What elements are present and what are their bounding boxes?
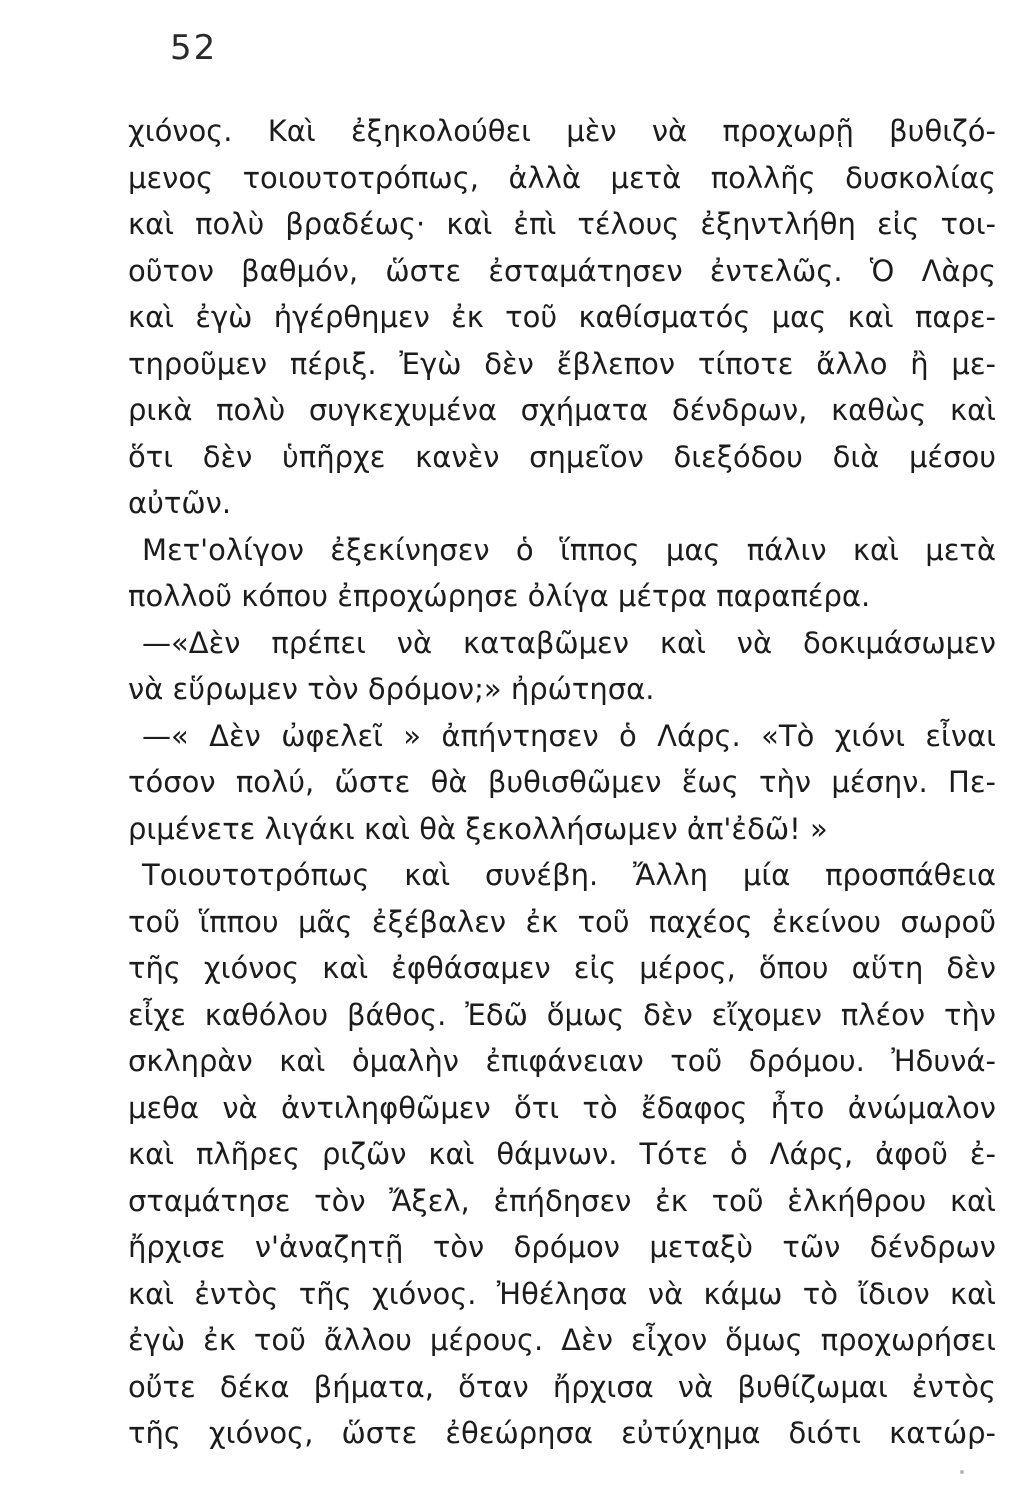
dialogue-line: τόσον πολύ, ὥστε θὰ βυθισθῶμεν ἕως τὴν μέσην. Πε- — [128, 765, 996, 799]
text-line: ρικὰ πολὺ συγκεχυμένα σχήματα δένδρων, καθὼς καὶ — [128, 393, 996, 427]
text-line: ὅτι δὲν ὑπῆρχε κανὲν σημεῖον διεξόδου διὰ μέσου — [128, 439, 996, 474]
text-line: μεθα νὰ ἀντιληφθῶμεν ὅτι τὸ ἔδαφος ἦτο ἀνώμαλον — [128, 1090, 996, 1125]
text-line: καὶ πλῆρες ριζῶν καὶ θάμνων. Τότε ὁ Λάρς, ἀφοῦ ἐ- — [128, 1137, 996, 1171]
text-line: σκληρὰν καὶ ὁμαλὴν ἐπιφάνειαν τοῦ δρόμου. Ἠδυνά- — [128, 1044, 996, 1078]
dialogue-line: —« Δὲν ὠφελεῖ » ἀπήντησεν ὁ Λάρς. «Τὸ χιόνι εἶναι — [142, 718, 996, 753]
text-line: αὐτῶν. — [128, 486, 232, 520]
dialogue-line: —«Δὲν πρέπει νὰ καταβῶμεν καὶ νὰ δοκιμάσωμεν — [142, 625, 996, 660]
text-line: καὶ ἐντὸς τῆς χιόνος. Ἠθέλησα νὰ κάμω τὸ ἴδιον καὶ — [128, 1276, 996, 1311]
paper-speck — [960, 1470, 964, 1474]
dialogue-line: ριμένετε λιγάκι καὶ θὰ ξεκολλήσωμεν ἀπ'ἐδῶ! » — [128, 811, 828, 846]
dialogue-line: νὰ εὕρωμεν τὸν δρόμον;» ἠρώτησα. — [128, 672, 655, 706]
text-line: ἤρχισε ν'ἀναζητῇ τὸν δρόμον μεταξὺ τῶν δένδρων — [128, 1230, 996, 1264]
text-line: σταμάτησε τὸν Ἄξελ, ἐπήδησεν ἐκ τοῦ ἑλκήθρου καὶ — [128, 1183, 996, 1218]
text-line: μενος τοιουτοτρόπως, ἀλλὰ μετὰ πολλῆς δυσκολίας — [128, 160, 996, 195]
text-line: καὶ πολὺ βραδέως· καὶ ἐπὶ τέλους ἐξηντλήθη εἰς τοι- — [128, 207, 996, 241]
text-line: τηροῦμεν πέριξ. Ἐγὼ δὲν ἔβλεπον τίποτε ἄλλο ἢ με- — [128, 346, 996, 381]
page-number: 52 — [170, 28, 218, 68]
body-text — [128, 108, 996, 1457]
text-line: πολλοῦ κόπου ἐπροχώρησε ὀλίγα μέτρα παραπέρα. — [128, 579, 871, 613]
text-line: τῆς χιόνος, ὥστε ἐθεώρησα εὐτύχημα διότι κατώρ- — [128, 1416, 996, 1450]
text-line: Τοιουτοτρόπως καὶ συνέβη. Ἄλλη μία προσπάθεια — [142, 858, 996, 892]
text-line: Μετ'ολίγον ἐξεκίνησεν ὁ ἵππος μας πάλιν καὶ μετὰ — [142, 532, 996, 567]
text-line: οὔτε δέκα βήματα, ὅταν ἤρχισα νὰ βυθίζωμαι ἐντὸς — [128, 1369, 996, 1404]
text-line: εἶχε καθόλου βάθος. Ἐδῶ ὅμως δὲν εἴχομεν πλέον τὴν — [128, 997, 996, 1032]
text-line: οῦτον βαθμόν, ὥστε ἐσταμάτησεν ἐντελῶς. Ὁ Λὰρς — [128, 253, 996, 288]
text-line: τῆς χιόνος καὶ ἐφθάσαμεν εἰς μέρος, ὅπου αὕτη δὲν — [128, 951, 996, 985]
text-line: τοῦ ἵππου μᾶς ἐξέβαλεν ἐκ τοῦ παχέος ἐκείνου σωροῦ — [128, 904, 996, 939]
text-line: ἐγὼ ἐκ τοῦ ἄλλου μέρους. Δὲν εἶχον ὅμως προχωρήσει — [128, 1323, 996, 1357]
text-line: καὶ ἐγὼ ἠγέρθημεν ἐκ τοῦ καθίσματός μας καὶ παρε- — [128, 300, 996, 334]
text-line: χιόνος. Καὶ ἐξηκολούθει μὲν νὰ προχωρῇ βυθιζό- — [128, 114, 996, 148]
